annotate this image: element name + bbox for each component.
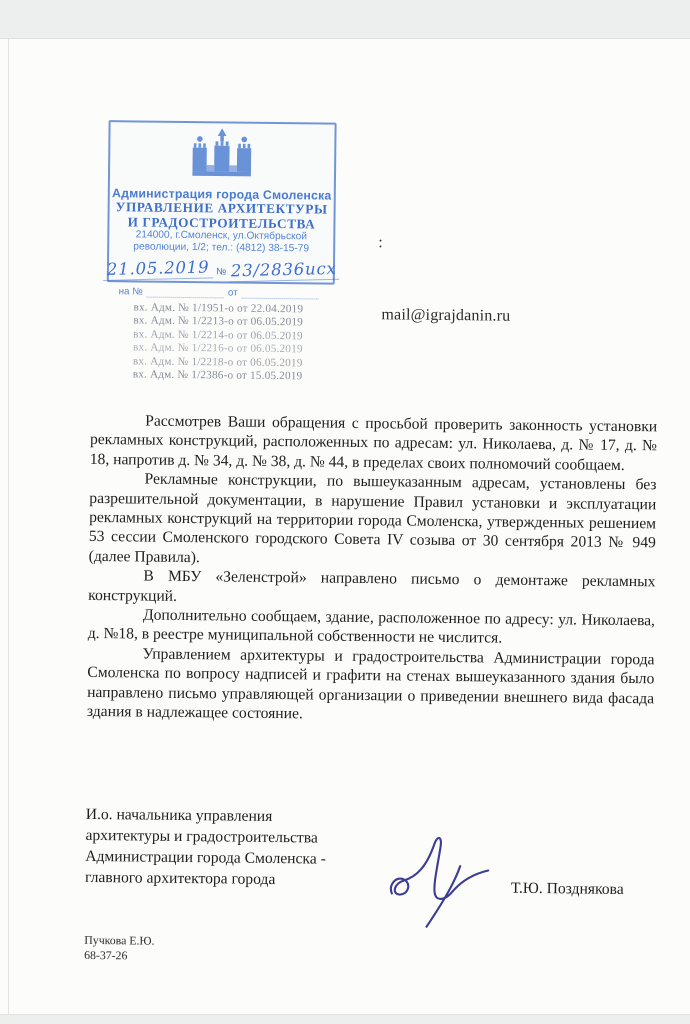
recipient-email: mail@igrajdanin.ru	[381, 306, 511, 325]
stamp-ref-label: на №	[118, 286, 143, 298]
handwritten-date: 21.05.2019	[103, 257, 214, 281]
incoming-mark: вх. Адм. № 1/2218-о от 06.05.2019	[132, 355, 303, 369]
executor-phone: 68-37-26	[84, 947, 128, 963]
signer-title-line: главного архитектора города	[84, 868, 276, 889]
stamp-dept-line2: И ГРАДОСТРОИТЕЛЬСТВА	[127, 213, 316, 231]
stamp-address-line2: революции, 1/2; тел.: (4812) 38-15-79	[133, 240, 310, 254]
signer-title-block	[85, 804, 326, 891]
body-paragraph: В МБУ «Зеленстрой» направлено письмо о демонтаже рекламных конструкций.	[88, 567, 656, 605]
executor-footer	[84, 933, 155, 964]
org-header-stamp	[106, 120, 338, 299]
stamp-org-name: Администрация города Смоленска	[112, 186, 332, 203]
recipient-colon-mark: :	[378, 234, 383, 252]
executor-name: Пучкова Е.Ю.	[84, 932, 155, 948]
stamp-address-line1: 214000, г.Смоленск, ул.Октябрьской	[135, 229, 308, 243]
blank-line	[147, 286, 224, 299]
signer-name: Т.Ю. Позднякова	[510, 879, 624, 899]
stamp-number-sign: №	[216, 266, 227, 278]
incoming-mark: вх. Адм. № 1/2386-о от 15.05.2019	[132, 368, 303, 383]
incoming-mark: вх. Адм. № 1/2214-о от 06.05.2019	[133, 328, 303, 343]
signer-title-line: архитектуры и градостроительства	[85, 826, 318, 847]
body-paragraph: Дополнительно сообщаем, здание, расположенное по адресу: ул. Николаева, д. №18, в реестре муниципальной собственности не числится.	[87, 606, 656, 648]
blank-line	[242, 287, 319, 300]
stamp-reference-row	[109, 285, 333, 300]
smolensk-coat-of-arms-icon	[187, 128, 257, 181]
signer-title-line: Администрации города Смоленска -	[85, 847, 326, 868]
incoming-mark: вх. Адм. № 1/2216-о от 06.05.2019	[132, 341, 303, 356]
incoming-mark: вх. Адм. № 1/2213-о от 06.05.2019	[133, 314, 304, 329]
body-paragraph: Рекламные конструкции, по вышеуказанным адресам, установлены без разрешительной документации, в нарушение Правил установки и эксплуатации рекламных конструкций на территории города Смоленска, утвержденных решением 53 сессии Смоленского городского Совета IV созыва от 30 сентября 2013 № 949 (далее Правила).	[88, 470, 657, 567]
signer-title-line: И.о. начальника управления	[85, 805, 273, 826]
handwritten-signature	[381, 827, 494, 932]
stamp-dept-line1: УПРАВЛЕНИЕ АРХИТЕКТУРЫ	[115, 199, 328, 217]
stamp-ref-from-label: от	[227, 287, 238, 299]
body-paragraph: Управлением архитектуры и градостроительства Администрации города Смоленска по вопросу надписей и графити на стенах вышеуказанного здания было направлено письмо управляющей организации о приведении внешнего вида фасада здания в надлежащее состояние.	[86, 645, 655, 723]
stamp-date-number-row	[106, 255, 338, 282]
body-paragraph: Рассмотрев Ваши обращения с просьбой проверить законность установки рекламных конструкций, расположенных по адресам: ул. Николаева, д. № 17, д. № 18, напротив д. № 34, д. № 38, д. № 44, в пределах своих полномочий сообщаем.	[89, 412, 658, 474]
incoming-registration-marks	[133, 301, 304, 383]
handwritten-outgoing-number: 23/2836исх	[229, 259, 339, 283]
letter-body	[87, 411, 657, 728]
incoming-mark: вх. Адм. № 1/1951-о от 22.04.2019	[133, 301, 304, 316]
